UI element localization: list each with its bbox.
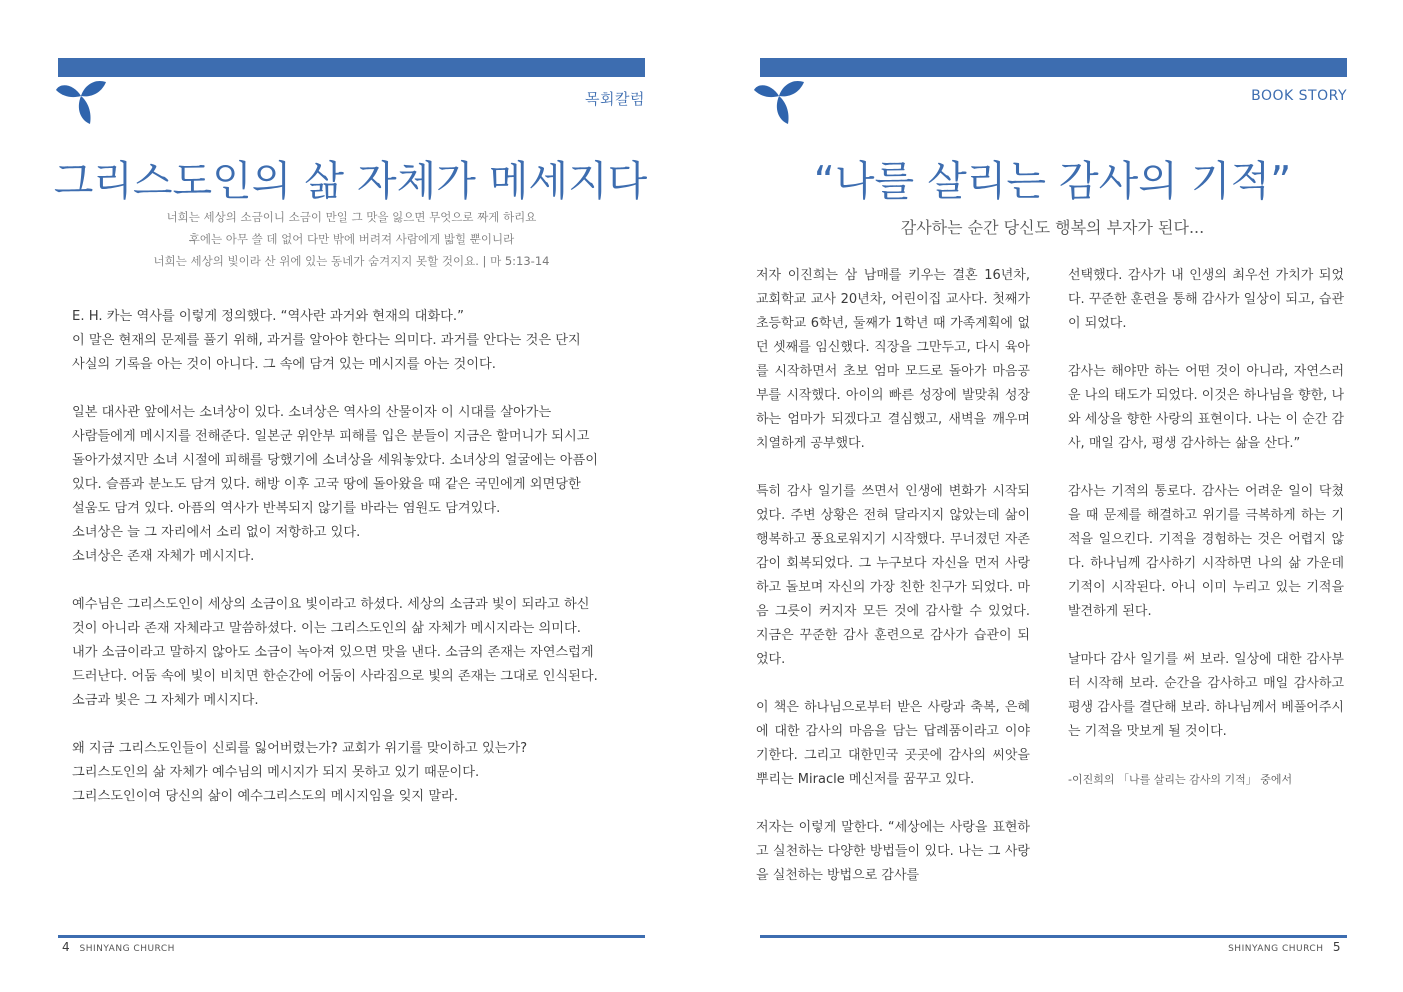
text-line: 소녀상은 늘 그 자리에서 소리 없이 저항하고 있다. xyxy=(72,525,361,540)
footer-church-name: SHINYANG CHURCH xyxy=(79,944,175,954)
text-line: 일본 대사관 앞에서는 소녀상이 있다. 소녀상은 역사의 산물이자 이 시대를 살아가는 xyxy=(72,405,552,420)
top-accent-bar xyxy=(58,58,645,77)
right-page xyxy=(702,0,1403,992)
paragraph: 선택했다. 감사가 내 인생의 최우선 가치가 되었다. 꾸준한 훈련을 통해 감사가 일상이 되고, 습관이 되었다. xyxy=(1068,268,1344,331)
text-column-2 xyxy=(1068,264,1344,792)
paragraph: 감사는 기적의 통로다. 감사는 어려운 일이 닥쳤을 때 문제를 해결하고 위기를 극복하게 하는 기적을 일으킨다. 기적을 경험하는 것은 어렵지 않다. 하나님께 감사하기 시작하면 나의 삶 가운데 기적이 시작된다. 아니 이미 누리고 있는 기적을 발견하게 된다. xyxy=(1068,484,1344,619)
text-line: 왜 지금 그리스도인들이 신뢰를 잃어버렸는가? 교회가 위기를 맞이하고 있는가? xyxy=(72,741,528,756)
page-number: 5 xyxy=(1332,940,1341,954)
paragraph xyxy=(72,593,642,713)
paragraph: 감사는 해야만 하는 어떤 것이 아니라, 자연스러운 나의 태도가 되었다. 이것은 하나님을 향한, 나와 세상을 향한 사랑의 표현이다. 나는 이 순간 감사, 매일 감사, 평생 감사하는 삶을 산다.” xyxy=(1068,364,1344,451)
left-page xyxy=(0,0,701,992)
paragraph: 이 책은 하나님으로부터 받은 사랑과 축복, 은혜에 대한 감사의 마음을 담는 답례품이라고 이야기한다. 그리고 대한민국 곳곳에 감사의 씨앗을 뿌리는 Miracle 메신저를 꿈꾸고 있다. xyxy=(756,700,1030,787)
page-title: 그리스도인의 삶 자체가 메세지다 xyxy=(53,157,648,205)
paragraph: 특히 감사 일기를 쓰면서 인생에 변화가 시작되었다. 주변 상황은 전혀 달라지지 않았는데 삶이 행복하고 풍요로워지기 시작했다. 무너졌던 자존감이 회복되었다. 그 누구보다 자신을 먼저 사랑하고 돌보며 자신의 가장 친한 친구가 되었다. 마음 그릇이 커지자 모든 것에 감사할 수 있었다. 지금은 꾸준한 감사 훈련으로 감사가 습관이 되었다. xyxy=(756,484,1030,667)
text-line: 내가 소금이라고 말하지 않아도 소금이 녹아져 있으면 맛을 낸다. 소금의 존재는 자연스럽게 xyxy=(72,645,594,660)
paragraph xyxy=(72,401,642,569)
page-title: “나를 살리는 감사의 기적” xyxy=(813,157,1292,205)
bottom-rule xyxy=(58,935,645,938)
verse-line: 후에는 아무 쓸 데 없어 다만 밖에 버려져 사람에게 밟힐 뿐이니라 xyxy=(188,232,515,246)
three-leaf-icon xyxy=(752,74,806,126)
verse-line: 너희는 세상의 소금이니 소금이 만일 그 맛을 잃으면 무엇으로 짜게 하리요 xyxy=(166,210,537,224)
top-accent-bar xyxy=(760,58,1347,77)
text-column-1 xyxy=(756,264,1030,912)
text-line: 사실의 기록을 아는 것이 아니다. 그 속에 담겨 있는 메시지를 아는 것이다. xyxy=(72,357,496,372)
section-label: BOOK STORY xyxy=(1251,88,1347,104)
verse-line: 너희는 세상의 빛이라 산 위에 있는 동네가 숨겨지지 못할 것이요. | 마 5:13-14 xyxy=(153,254,550,268)
column-body xyxy=(72,305,642,833)
scripture-verse xyxy=(58,206,645,272)
page-subtitle: 감사하는 순간 당신도 행복의 부자가 된다... xyxy=(900,218,1205,237)
text-line: E. H. 카는 역사를 이렇게 정의했다. “역사란 과거와 현재의 대화다.” xyxy=(72,309,464,324)
page-footer xyxy=(56,940,175,954)
text-line: 있다. 슬픔과 분노도 담겨 있다. 해방 이후 고국 땅에 돌아왔을 때 같은 국민에게 외면당한 xyxy=(72,477,581,492)
page-footer xyxy=(1228,940,1347,954)
text-line: 소녀상은 존재 자체가 메시지다. xyxy=(72,549,255,564)
text-line: 그리스도인이여 당신의 삶이 예수그리스도의 메시지임을 잊지 말라. xyxy=(72,789,459,804)
paragraph xyxy=(72,305,642,377)
footer-church-name: SHINYANG CHURCH xyxy=(1228,944,1324,954)
text-line: 설움도 담겨 있다. 아픔의 역사가 반복되지 않기를 바라는 염원도 담겨있다. xyxy=(72,501,501,516)
text-line: 소금과 빛은 그 자체가 메시지다. xyxy=(72,693,259,708)
page-number: 4 xyxy=(62,940,71,954)
text-line: 돌아가셨지만 소녀 시절에 피해를 당했기에 소녀상을 세워놓았다. 소녀상의 얼굴에는 아픔이 xyxy=(72,453,599,468)
paragraph: 날마다 감사 일기를 써 보라. 일상에 대한 감사부터 시작해 보라. 순간을 감사하고 매일 감사하고 평생 감사를 결단해 보라. 하나님께서 베풀어주시는 기적을 맛보게 될 것이다. xyxy=(1068,652,1344,739)
paragraph: 저자 이진희는 삼 남매를 키우는 결혼 16년차, 교회학교 교사 20년차, 어린이집 교사다. 첫째가 초등학교 6학년, 둘째가 1학년 때 가족계획에 없던 셋째를 임신했다. 직장을 그만두고, 다시 육아를 시작하면서 초보 엄마 모드로 돌아가 마음공부를 시작했다. 아이의 빠른 성장에 발맞춰 성장하는 엄마가 되겠다고 결심했고, 새벽을 깨우며 치열하게 공부했다. xyxy=(756,268,1030,451)
bottom-rule xyxy=(760,935,1347,938)
text-line: 예수님은 그리스도인이 세상의 소금이요 빛이라고 하셨다. 세상의 소금과 빛이 되라고 하신 xyxy=(72,597,590,612)
paragraph: 저자는 이렇게 말한다. “세상에는 사랑을 표현하고 실천하는 다양한 방법들이 있다. 나는 그 사랑을 실천하는 방법으로 감사를 xyxy=(756,820,1030,883)
text-line: 이 말은 현재의 문제를 풀기 위해, 과거를 알아야 한다는 의미다. 과거를 안다는 것은 단지 xyxy=(72,333,581,348)
three-leaf-icon xyxy=(54,74,108,126)
text-line: 그리스도인의 삶 자체가 예수님의 메시지가 되지 못하고 있기 때문이다. xyxy=(72,765,480,780)
text-line: 사람들에게 메시지를 전해준다. 일본군 위안부 피해를 입은 분들이 지금은 할머니가 되시고 xyxy=(72,429,590,444)
paragraph xyxy=(72,737,642,809)
text-line: 것이 아니라 존재 자체라고 말씀하셨다. 이는 그리스도인의 삶 자체가 메시지라는 의미다. xyxy=(72,621,581,636)
section-label: 목회칼럼 xyxy=(585,90,645,108)
text-line: 드러난다. 어둠 속에 빛이 비치면 한순간에 어둠이 사라짐으로 빛의 존재는 그대로 인식된다. xyxy=(72,669,598,684)
book-source-credit: -이진희의 「나를 살리는 감사의 기적」 중에서 xyxy=(1068,773,1293,786)
